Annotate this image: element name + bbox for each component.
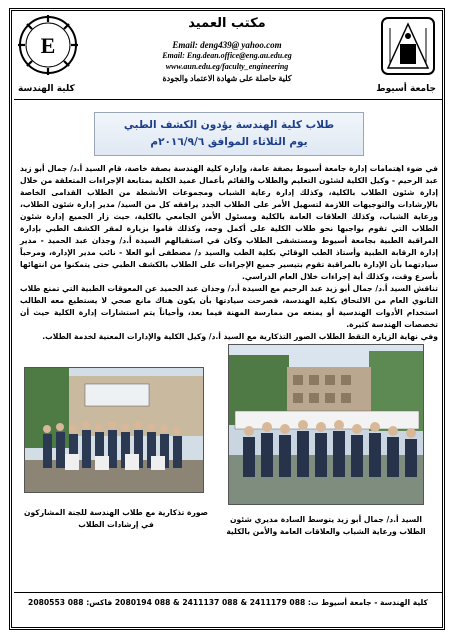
website-link[interactable]: www.aun.edu.eg/faculty_engineering — [165, 62, 289, 71]
headline-title: طلاب كلية الهندسة يؤدون الكشف الطبي — [123, 119, 335, 131]
photo-students-group — [24, 367, 204, 493]
headline-box — [94, 112, 364, 156]
contact-footer: كلية الهندسة - جامعة أسيوط ت: 088 2411179 & 088 2411137 & 088 2080194 فاكس: 088 2080553 — [28, 598, 428, 607]
university-label: جامعة أسيوط — [376, 84, 436, 94]
email-yahoo: Email: deng439@ yahoo.com — [172, 40, 282, 50]
photo-caption-right: السيد أ.د/ جمال أبو زيد يتوسط السادة مديري شئون الطلاب ورعاية الشباب والعلاقات العامة والأمن بالكلية — [226, 515, 426, 536]
letterhead — [14, 12, 440, 100]
accreditation-tagline: كلية حاصلة على شهادة الاعتماد والجودة — [162, 74, 292, 83]
svg-text:E: E — [40, 33, 56, 58]
footer-divider — [14, 592, 442, 593]
photo-caption-left: صورة تذكارية مع طلاب الهندسة للجنة المشاركون في إرشادات الطلاب — [24, 508, 208, 529]
article-paragraph-3: وفي نهاية الزيارة التقط الطلاب الصور التذكارية مع السيد أ.د/ وكيل الكلية والإدارات المعنية لخدمة الطلاب. — [42, 332, 438, 341]
article-body — [20, 163, 438, 343]
article-paragraph-1: في ضوء اهتمامات إدارة جامعة أسيوط بصفة عامة، وإدارة كلية الهندسة بصفة خاصة، قام السيد أ.د/ جمال أبو زيد عبد الرحيم - وكيل الكلية لشئون التعليم والطلاب والقائم بأعمال عميد الكلية بمتابعة الإجراءات المتعلقة من خلال إدارة شئون الطلاب بالكلية، وكذلك إدارة رعاية الشباب ومجموعات الأنشطة من الطلاب القدامى الخاصة بالإرشادات والتوجيهات اللازمة لتسهيل الأمر على الطلاب الجدد يرافقه كل من السيد/ مدير إدارة شئون الطلاب، ورعاية الشباب، وكذلك العلاقات العامة بالكلية ومسئول الأمن الجامعي بالكلية، حيث زار الجميع إدارة شئون الطلاب التي تقوم بواجبها نحو طلاب الكلية على أكمل وجه، وكذلك قاموا بزيارة لمقر الكشف الطبي بإدارة المراقبة الطبية بجامعة أسيوط ومستشفى الطلاب وكان في استقبالهم السيدة أ.د/ وجدان عبد الحميد - مدير إدارة الرقابة الطبية وأستاذ الطب الوقائي بكلية الطب والسيد د/ مصطفى أبو العلا - نائب مدير الإدارة، ومرحباً سيادتهما بأن الإدارة بالمراقبة تقوم بتيسير جميع الإجراءات على الطلاب بالكشف الطبي حتى يتمكنوا من انتهائها بأسرع وقت، وكذلك أية إجراءات خلال العام الدراسي. — [20, 164, 438, 281]
photo-officials-group — [228, 344, 424, 505]
office-title: مكتب العميد — [188, 16, 266, 31]
email-office: Email: Eng.dean.office@eng.au.edu.eg — [162, 51, 292, 60]
header-divider — [14, 99, 442, 100]
university-logo — [378, 14, 438, 78]
article-paragraph-2: تناقش السيد أ.د/ جمال أبو زيد عبد الرحيم مع السيدة أ.د/ وجدان عبد الحميد عن المعوقات الطبية التي تمنع طلاب الثانوي العام من الالتحاق بكلية الهندسة، فصرحت سيادتها بأن يكون هناك مانع صحي لا يستطيع معه الطالب استخدام الأدوات الهندسية أو يمنعه من ممارسة المهنة فيما بعد، وأحياناً يتم استشارات إدارة الكلية حيث أن تخصصات الهندسة كثيرة. — [20, 284, 438, 329]
faculty-label: كلية الهندسة — [18, 84, 75, 94]
headline-date: يوم الثلاثاء الموافق ٢٠١٦/٩/٦م — [150, 136, 308, 148]
